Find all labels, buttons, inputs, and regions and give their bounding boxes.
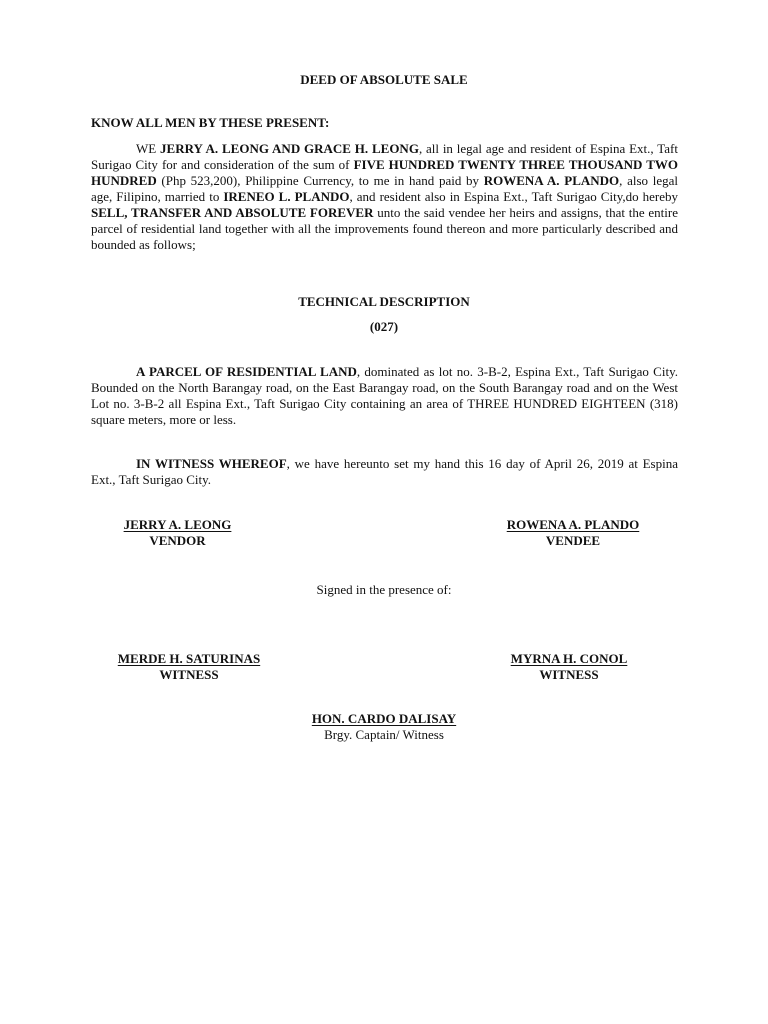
witness-one-role: WITNESS	[159, 667, 219, 682]
know-all-heading: KNOW ALL MEN BY THESE PRESENT:	[91, 115, 330, 130]
bold-text-segment: JERRY A. LEONG AND GRACE H. LEONG	[160, 141, 419, 156]
text-segment: (Php 523,200), Philippine Currency, to me in hand paid by	[156, 173, 484, 188]
vendee-role: VENDEE	[545, 533, 601, 548]
vendor-signature-block	[100, 517, 255, 549]
technical-description-code: (027)	[369, 319, 399, 334]
text-segment: unto the said vendee her heirs and assigns, that the entire parcel of residential land together with all the improvements found thereon and more particularly described and bounded as follows;	[91, 205, 678, 252]
bold-text-segment: FIVE HUNDRED TWENTY THREE THOUSAND TWO HUNDRED	[91, 157, 678, 188]
signed-presence-text: Signed in the presence of:	[316, 582, 452, 597]
witness-one-signature-block	[92, 651, 286, 683]
captain-signature-block	[270, 711, 498, 743]
bold-text-segment: A PARCEL OF RESIDENTIAL LAND	[136, 364, 357, 379]
witness-two-name: MYRNA H. CONOL	[510, 651, 628, 666]
witness-whereof-paragraph	[91, 456, 678, 488]
witness-two-signature-block	[489, 651, 649, 683]
witness-two-role: WITNESS	[539, 667, 599, 682]
bold-text-segment: SELL, TRANSFER AND ABSOLUTE FOREVER	[91, 205, 374, 220]
technical-description-heading: TECHNICAL DESCRIPTION	[298, 294, 470, 309]
vendee-signature-block	[483, 517, 663, 549]
vendee-name: ROWENA A. PLANDO	[506, 517, 640, 532]
text-segment: , all in legal age and resident of Espina Ext., Taft Surigao City for and consideration of the sum of	[91, 141, 678, 172]
text-segment: , we have hereunto set my hand this 16 day of April 26, 2019 at Espina Ext., Taft Surigao City.	[91, 456, 678, 487]
vendor-name: JERRY A. LEONG	[123, 517, 232, 532]
captain-role: Brgy. Captain/ Witness	[324, 727, 444, 742]
text-segment: , and resident also in Espina Ext., Taft Surigao City,do hereby	[349, 189, 678, 204]
land-description-paragraph	[91, 364, 678, 428]
bold-text-segment: IN WITNESS WHEREOF	[136, 456, 287, 471]
witness-one-name: MERDE H. SATURINAS	[117, 651, 261, 666]
text-segment: WE	[136, 141, 161, 156]
bold-text-segment: IRENEO L. PLANDO	[223, 189, 350, 204]
text-segment: , also legal age, Filipino, married to	[91, 173, 678, 204]
vendor-role: VENDOR	[149, 533, 206, 548]
captain-name: HON. CARDO DALISAY	[311, 711, 457, 726]
document-title: DEED OF ABSOLUTE SALE	[300, 72, 468, 87]
opening-paragraph	[91, 141, 678, 253]
text-segment: , dominated as lot no. 3-B-2, Espina Ext., Taft Surigao City. Bounded on the North Barangay road, on the East Barangay road, on the South Barangay road and on the West Lot no. 3-B-2 all Espina Ext., Taft Surigao City containing an area of THREE HUNDRED EIGHTEEN (318) square meters, more or less.	[91, 364, 678, 427]
bold-text-segment: ROWENA A. PLANDO	[483, 173, 620, 188]
